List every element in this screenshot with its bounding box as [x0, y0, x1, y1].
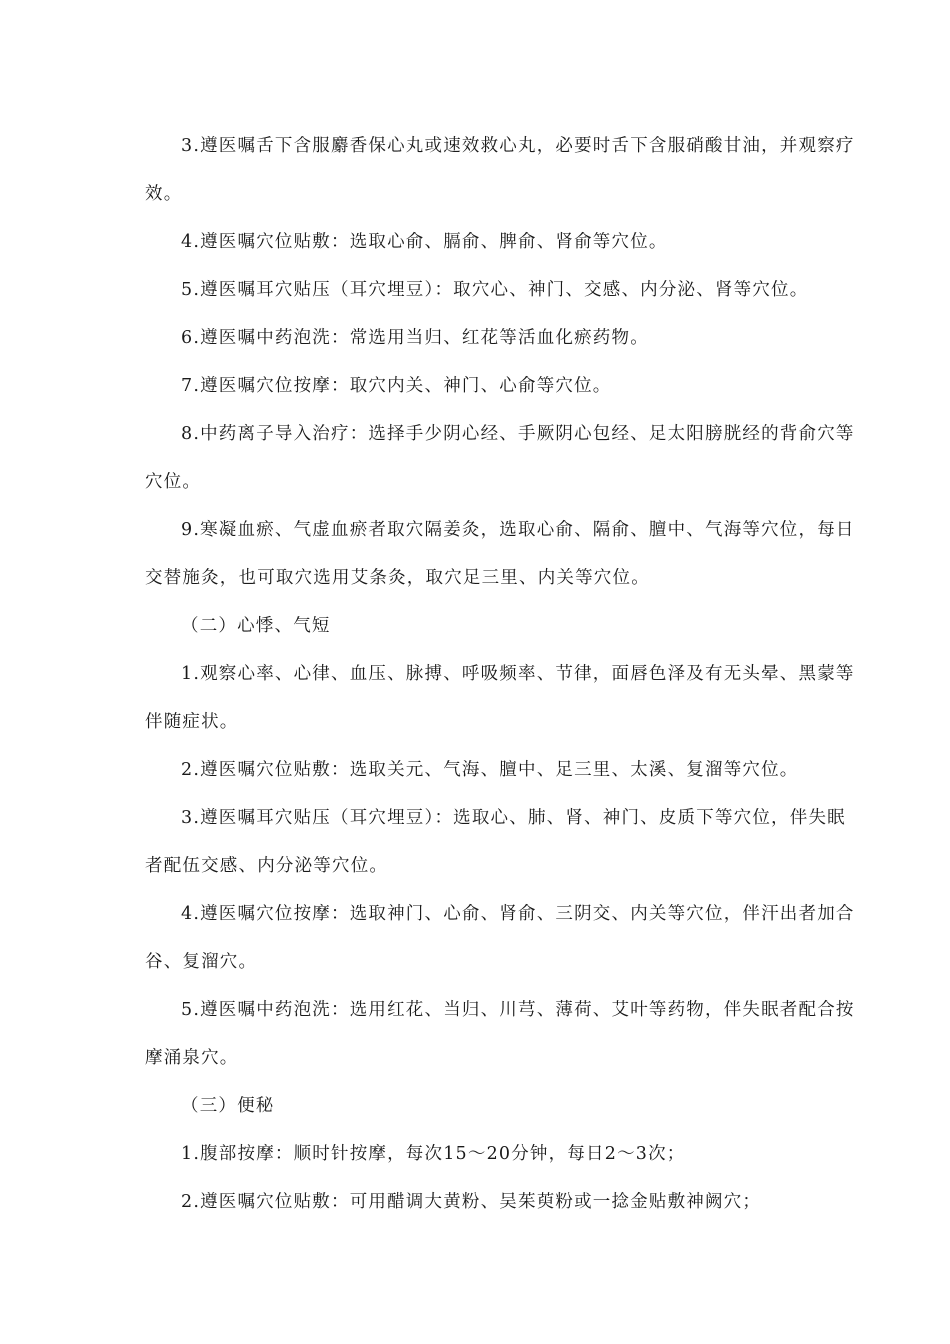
paragraph-item-8: 8.中药离子导入治疗：选择手少阴心经、手厥阴心包经、足太阳膀胱经的背俞穴等穴位。: [145, 424, 855, 492]
paragraph-item-1: 1.观察心率、心律、血压、脉搏、呼吸频率、节律，面唇色泽及有无头晕、黑蒙等伴随症状。: [145, 664, 855, 732]
paragraph-item-4: 4.遵医嘱穴位按摩：选取神门、心俞、肾俞、三阴交、内关等穴位，伴汗出者加合谷、复溜穴。: [145, 904, 855, 972]
paragraph-item-5: 5.遵医嘱中药泡洗：选用红花、当归、川芎、薄荷、艾叶等药物，伴失眠者配合按摩涌泉穴。: [145, 1000, 855, 1068]
paragraph-item-5: 5.遵医嘱耳穴贴压（耳穴埋豆）：取穴心、神门、交感、内分泌、肾等穴位。: [181, 280, 809, 300]
paragraph-item-1: 1.腹部按摩：顺时针按摩，每次15～20分钟，每日2～3次；: [181, 1144, 686, 1164]
paragraph-item-9: 9.寒凝血瘀、气虚血瘀者取穴隔姜灸，选取心俞、隔俞、膻中、气海等穴位，每日交替施灸，也可取穴选用艾条灸，取穴足三里、内关等穴位。: [145, 520, 855, 588]
paragraph-item-7: 7.遵医嘱穴位按摩：取穴内关、神门、心俞等穴位。: [181, 376, 612, 396]
paragraph-item-2: 2.遵医嘱穴位贴敷：可用醋调大黄粉、吴茱萸粉或一捻金贴敷神阙穴；: [181, 1192, 762, 1212]
paragraph-item-6: 6.遵医嘱中药泡洗：常选用当归、红花等活血化瘀药物。: [181, 328, 649, 348]
paragraph-item-3: 3.遵医嘱耳穴贴压（耳穴埋豆）：选取心、肺、肾、神门、皮质下等穴位，伴失眠者配伍交感、内分泌等穴位。: [145, 808, 846, 876]
section-heading-palpitation: （二）心悸、气短: [181, 616, 331, 636]
paragraph-item-4: 4.遵医嘱穴位贴敷：选取心俞、膈俞、脾俞、肾俞等穴位。: [181, 232, 668, 252]
paragraph-item-2: 2.遵医嘱穴位贴敷：选取关元、气海、膻中、足三里、太溪、复溜等穴位。: [181, 760, 799, 780]
section-heading-constipation: （三）便秘: [181, 1096, 275, 1116]
paragraph-item-3: 3.遵医嘱舌下含服麝香保心丸或速效救心丸，必要时舌下含服硝酸甘油，并观察疗效。: [145, 136, 855, 204]
